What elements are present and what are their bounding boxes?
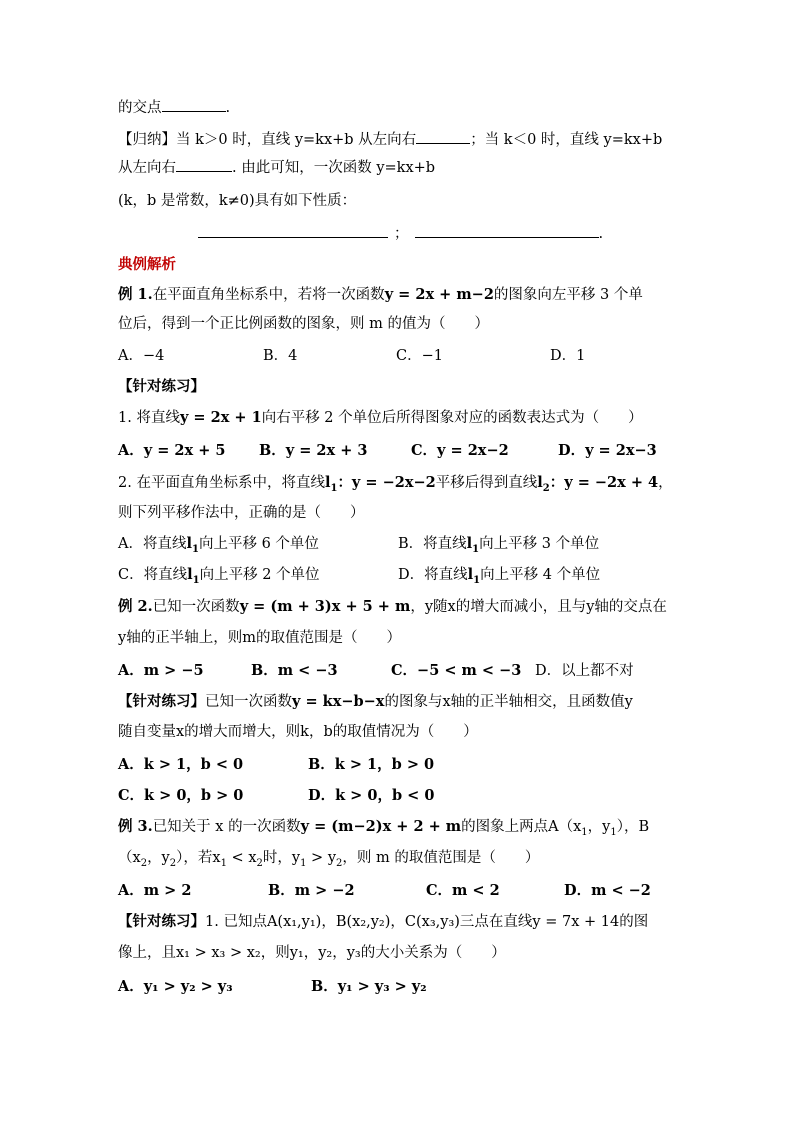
option-c: C．k > 0，b > 0 bbox=[118, 787, 244, 804]
example-label: 例 3. bbox=[118, 818, 153, 835]
answer-blank bbox=[162, 96, 226, 112]
option-a: A．将直线$l_1$向上平移 6 个单位 bbox=[118, 535, 319, 555]
practice-title: 【针对练习】 bbox=[118, 693, 205, 710]
practice-title: 【针对练习】 bbox=[118, 913, 205, 930]
text: 的图象与x轴的正半轴相交，且函数值y bbox=[384, 694, 633, 710]
option-d: D．将直线$l_1$向上平移 4 个单位 bbox=[398, 566, 601, 586]
practice-2 bbox=[118, 691, 633, 713]
option-b: B．k > 1，b > 0 bbox=[308, 756, 435, 773]
answer-blank bbox=[176, 156, 232, 172]
option-d: D．m < −2 bbox=[564, 882, 651, 899]
line-name: l bbox=[324, 474, 331, 491]
text: ），B bbox=[616, 819, 650, 835]
option-b: B．y = 2x + 3 bbox=[259, 442, 368, 459]
formula: ：y = −2x + 4 bbox=[549, 474, 659, 491]
option-d: D．y = 2x−3 bbox=[558, 442, 657, 459]
formula: y = (m−2)x + 2 + m bbox=[300, 818, 462, 835]
example-2 bbox=[118, 596, 667, 618]
practice-3-options bbox=[118, 976, 678, 998]
formula: ：y = −2x−2 bbox=[337, 474, 436, 491]
practice-title: 【针对练习】 bbox=[118, 378, 205, 395]
formula: y = kx−b−x bbox=[292, 693, 385, 710]
practice-2-options-row-2 bbox=[118, 785, 678, 807]
practice-q2-options-row-2 bbox=[118, 564, 678, 586]
text: ；当 k＜0 时，直线 y=kx+b bbox=[470, 132, 663, 148]
option-b: B．y₁ > y₃ > y₂ bbox=[311, 978, 427, 995]
text: (k，b 是常数，k≠0)具有如下性质： bbox=[118, 193, 357, 209]
answer-blank bbox=[198, 222, 388, 238]
text: . bbox=[225, 100, 231, 116]
option-c: C．m < 2 bbox=[426, 882, 500, 899]
option-d: D．k > 0，b < 0 bbox=[308, 787, 435, 804]
example-3: 例 3.已知关于 x 的一次函数y = (m−2)x + 2 + m的图象上两点$A(x_1$，$y_1$），B bbox=[118, 818, 650, 838]
summary-line-2 bbox=[118, 156, 435, 178]
practice-2-line-2: 随自变量x的增大而增大，则k，b的取值情况为（ ） bbox=[118, 724, 478, 740]
example-3-line-2: （$x_2$，$y_2$），若$x_1 < x_2$时，$y_1 > y_2$，则 m 的取值范围是（ ） bbox=[118, 850, 540, 869]
text: ，y随x的增大而减小，且与y轴的交点在 bbox=[410, 599, 667, 615]
text: < x bbox=[226, 850, 257, 866]
formula: y = 2x + m−2 bbox=[384, 286, 494, 303]
intersection-line bbox=[118, 96, 230, 118]
option-d: D．1 bbox=[550, 348, 586, 364]
text: 的交点 bbox=[118, 100, 162, 116]
example-3-options bbox=[118, 880, 678, 902]
subscript: 2 bbox=[542, 482, 550, 494]
text: 在平面直角坐标系中，若将一次函数 bbox=[152, 287, 385, 303]
option-b: B．将直线$l_1$向上平移 3 个单位 bbox=[398, 535, 600, 555]
practice-q2-options-row-1 bbox=[118, 533, 678, 555]
properties-line bbox=[118, 190, 356, 212]
text: （x bbox=[118, 850, 141, 866]
text: 2. 在平面直角坐标系中，将直线 bbox=[118, 475, 325, 491]
example-1 bbox=[118, 284, 643, 306]
practice-3-line-2: 像上，且x₁ > x₃ > x₂，则y₁，y₂，y₃的大小关系为（ ） bbox=[118, 945, 506, 961]
option-a: A．k > 1，b < 0 bbox=[118, 756, 244, 773]
option-c: C．−5 < m < −3 bbox=[391, 662, 522, 679]
text: 向右平移 2 个单位后所得图象对应的函数表达式为（ ） bbox=[261, 410, 643, 426]
text: 平移后得到直线 bbox=[435, 475, 538, 491]
example-2-line-2: y轴的正半轴上，则m的取值范围是（ ） bbox=[118, 630, 401, 646]
example-1-options bbox=[118, 345, 678, 367]
properties-blanks bbox=[198, 222, 603, 244]
answer-blank bbox=[415, 222, 599, 238]
text: . 由此可知，一次函数 y=kx+b bbox=[232, 160, 436, 176]
practice-q2-line-2: 则下列平移作法中，正确的是（ ） bbox=[118, 505, 365, 521]
option-a: A．m > −5 bbox=[118, 662, 204, 679]
text: . bbox=[598, 226, 604, 242]
text: 已知一次函数 bbox=[205, 694, 292, 710]
text: 的图象向左平移 3 个单 bbox=[493, 287, 643, 303]
text: 1. 已知点A(x₁,y₁)，B(x₂,y₂)，C(x₃,y₃)三点在直线y = 7x + 14的图 bbox=[205, 914, 649, 930]
example-1-line-2: 位后，得到一个正比例函数的图象，则 m 的值为（ ） bbox=[118, 316, 489, 332]
option-c: C．−1 bbox=[396, 348, 443, 364]
practice-q2 bbox=[118, 472, 673, 494]
option-c: C．将直线$l_1$向上平移 2 个单位 bbox=[118, 566, 320, 586]
example-2-options bbox=[118, 660, 678, 682]
practice-3 bbox=[118, 911, 648, 933]
line-name: l bbox=[537, 474, 543, 491]
text: 的图象上两点A（x bbox=[461, 819, 582, 835]
text: ），若x bbox=[176, 850, 221, 866]
answer-blank bbox=[416, 128, 470, 144]
text: 时，y bbox=[262, 850, 301, 866]
practice-2-options-row-1 bbox=[118, 754, 678, 776]
text: > y bbox=[306, 850, 337, 866]
example-label: 例 1. bbox=[118, 286, 153, 303]
option-c: C．y = 2x−2 bbox=[411, 442, 509, 459]
section-title: 典例解析 bbox=[118, 256, 176, 273]
practice-q1 bbox=[118, 407, 643, 429]
practice-q1-options bbox=[118, 440, 678, 462]
formula: y = 2x + 1 bbox=[179, 409, 262, 426]
formula: y = (m + 3)x + 5 + m bbox=[239, 598, 411, 615]
text: 1. 将直线 bbox=[118, 410, 180, 426]
option-b: B．4 bbox=[263, 348, 298, 364]
option-a: A．y₁ > y₂ > y₃ bbox=[118, 978, 233, 995]
option-b: B．m < −3 bbox=[251, 662, 338, 679]
text: ； bbox=[394, 226, 409, 242]
text: 已知一次函数 bbox=[152, 599, 240, 615]
option-a: A．y = 2x + 5 bbox=[118, 442, 226, 459]
text: ，y bbox=[587, 819, 611, 835]
text: ，y bbox=[147, 850, 170, 866]
example-label: 例 2. bbox=[118, 598, 153, 615]
text: 已知关于 x 的一次函数 bbox=[152, 819, 301, 835]
text: 从左向右 bbox=[118, 160, 176, 176]
text: ，则 m 的取值范围是（ ） bbox=[342, 850, 540, 866]
subscript: 1 bbox=[330, 482, 338, 494]
option-a: A．−4 bbox=[118, 348, 165, 364]
option-d: D．以上都不对 bbox=[535, 663, 634, 679]
text: ， bbox=[658, 475, 673, 491]
option-a: A．m > 2 bbox=[118, 882, 192, 899]
option-b: B．m > −2 bbox=[268, 882, 355, 899]
text: 【归纳】当 k＞0 时，直线 y=kx+b 从左向右 bbox=[118, 132, 417, 148]
summary-line bbox=[118, 128, 662, 150]
